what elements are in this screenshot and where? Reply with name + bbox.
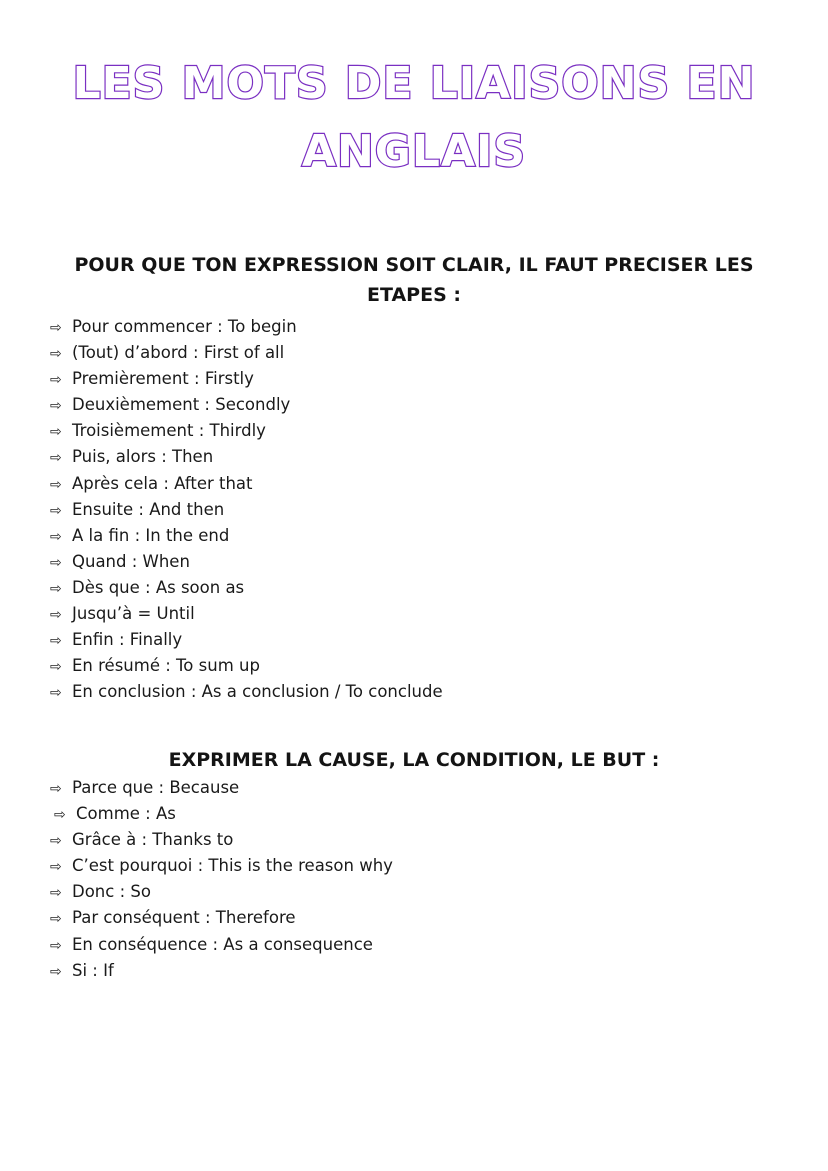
list-item: [50, 392, 443, 418]
list-item-text: Dès que : As soon as: [72, 577, 245, 597]
list-item: [50, 549, 443, 575]
arrow-right-icon: ⇨: [50, 580, 62, 597]
arrow-right-icon: ⇨: [50, 320, 62, 336]
arrow-right-icon: ⇨: [50, 346, 62, 363]
list-item: [50, 471, 443, 497]
list-item-text: Ensuite : And then: [72, 499, 225, 519]
list-item: [50, 523, 443, 549]
arrow-right-icon: ⇨: [50, 424, 62, 441]
list-item: [50, 775, 393, 801]
list-item-text: A la fin : In the end: [72, 525, 230, 545]
list-item: [50, 653, 443, 679]
list-item-text: Jusqu’à = Until: [72, 604, 195, 624]
arrow-right-icon: ⇨: [54, 807, 66, 824]
list-item-text: Parce que : Because: [72, 778, 240, 797]
document-title-line-1: LES MOTS DE LIAISONS EN: [72, 58, 756, 109]
list-item-text: Par conséquent : Therefore: [72, 908, 296, 928]
list-item: [50, 827, 393, 853]
steps-list: [50, 314, 443, 705]
list-item: [50, 444, 443, 470]
list-item-text: Puis, alors : Then: [72, 447, 214, 467]
list-item: [50, 601, 443, 627]
list-item-text: En conclusion : As a conclusion / To conclude: [72, 682, 443, 702]
list-item-text: Deuxièmement : Secondly: [72, 395, 291, 415]
list-item: [50, 801, 393, 827]
list-item-text: Pour commencer : To begin: [72, 317, 297, 336]
list-item-text: Si : If: [72, 960, 114, 980]
list-item-text: Enfin : Finally: [72, 630, 183, 650]
arrow-right-icon: ⇨: [50, 833, 62, 850]
list-item-text: (Tout) d’abord : First of all: [72, 343, 285, 363]
list-item-text: Quand : When: [72, 551, 190, 571]
list-item-text: En conséquence : As a consequence: [72, 934, 373, 954]
arrow-right-icon: ⇨: [50, 911, 62, 928]
list-item: [50, 340, 443, 366]
list-item-text: Comme : As: [76, 804, 176, 824]
arrow-right-icon: ⇨: [50, 659, 62, 676]
arrow-right-icon: ⇨: [50, 476, 62, 493]
list-item-text: Après cela : After that: [72, 473, 253, 493]
list-item-text: Premièrement : Firstly: [72, 369, 254, 389]
list-item: [50, 418, 443, 444]
list-item: [50, 853, 393, 879]
arrow-right-icon: ⇨: [50, 554, 62, 571]
arrow-right-icon: ⇨: [50, 607, 62, 624]
arrow-right-icon: ⇨: [50, 685, 62, 702]
section-heading-steps: [40, 250, 788, 310]
arrow-right-icon: ⇨: [50, 633, 62, 650]
arrow-right-icon: ⇨: [50, 372, 62, 389]
document-title-line-2: ANGLAIS: [301, 126, 527, 177]
arrow-right-icon: ⇨: [50, 398, 62, 415]
arrow-right-icon: ⇨: [50, 885, 62, 902]
arrow-right-icon: ⇨: [50, 502, 62, 519]
list-item: [50, 497, 443, 523]
list-item-text: Grâce à : Thanks to: [72, 830, 234, 850]
list-item: [50, 932, 393, 958]
arrow-right-icon: ⇨: [50, 781, 62, 797]
section-heading-steps-line-2: ETAPES :: [367, 284, 461, 306]
list-item-text: C’est pourquoi : This is the reason why: [72, 856, 393, 876]
arrow-right-icon: ⇨: [50, 963, 62, 980]
list-item-text: Troisièmement : Thirdly: [72, 421, 266, 441]
list-item: [50, 575, 443, 601]
arrow-right-icon: ⇨: [50, 937, 62, 954]
arrow-right-icon: ⇨: [50, 450, 62, 467]
list-item-text: En résumé : To sum up: [72, 656, 260, 676]
arrow-right-icon: ⇨: [50, 859, 62, 876]
list-item: [50, 879, 393, 905]
section-heading-steps-line-1: POUR QUE TON EXPRESSION SOIT CLAIR, IL FAUT PRECISER LES: [74, 254, 754, 276]
list-item: [50, 314, 443, 340]
arrow-right-icon: ⇨: [50, 528, 62, 545]
list-item: [50, 905, 393, 931]
list-item: [50, 958, 393, 984]
list-item-text: Donc : So: [72, 882, 151, 902]
list-item: [50, 366, 443, 392]
section-heading-cause: EXPRIMER LA CAUSE, LA CONDITION, LE BUT :: [168, 749, 660, 771]
list-item: [50, 627, 443, 653]
list-item: [50, 679, 443, 705]
cause-list: [50, 775, 393, 984]
